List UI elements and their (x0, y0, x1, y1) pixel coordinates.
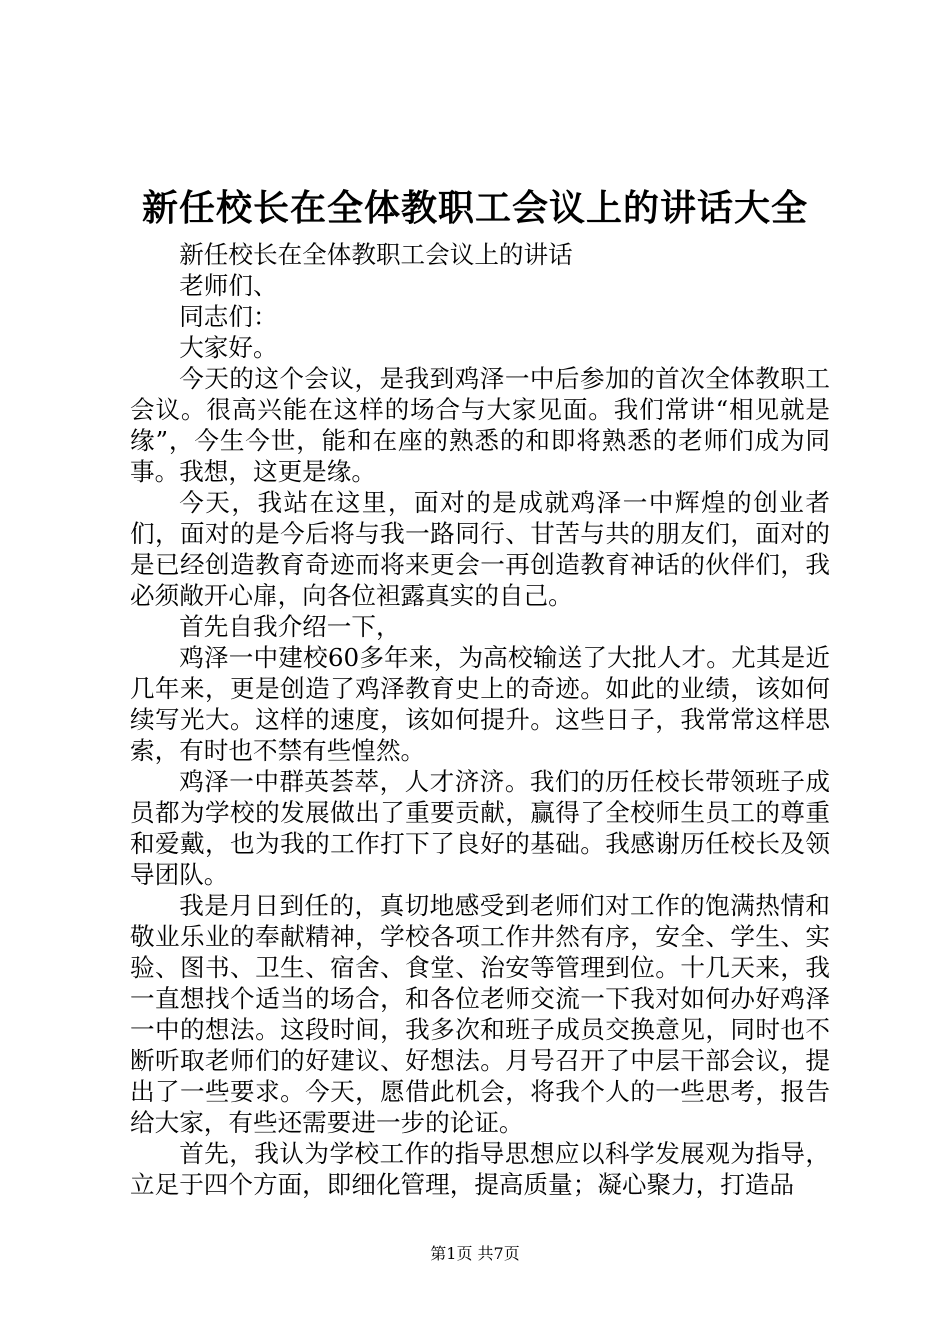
paragraph-greeting-teachers: 老师们、 (179, 271, 278, 300)
document-body (130, 239, 830, 1200)
paragraph: 首先自我介绍一下， (179, 612, 401, 641)
paragraph: 鸡泽一中建校60多年来，为高校输送了大批人才。尤其是近几年来，更是创造了鸡泽教育史上的奇迹。如此的业绩，该如何续写光大。这样的速度，该如何提升。这些日子，我常常这样思索，有时也不禁有些惶然。 (130, 643, 830, 765)
document-title: 新任校长在全体教职工会议上的讲话大全 (141, 187, 808, 229)
paragraph: 今天的这个会议，是我到鸡泽一中后参加的首次全体教职工会议。很高兴能在这样的场合与大家见面。我们常讲“相见就是缘”，今生今世，能和在座的熟悉的和即将熟悉的老师们成为同事。我想，这更是缘。 (130, 364, 830, 486)
paragraph-greeting-all: 大家好。 (179, 333, 278, 362)
paragraph: 鸡泽一中群英荟萃，人才济济。我们的历任校长带领班子成员都为学校的发展做出了重要贡献，赢得了全校师生员工的尊重和爱戴，也为我的工作打下了良好的基础。我感谢历任校长及领导团队。 (130, 767, 830, 889)
page-number-footer: 第1页 共7页 (430, 1244, 520, 1263)
paragraph-subtitle: 新任校长在全体教职工会议上的讲话 (179, 240, 573, 269)
paragraph: 我是月日到任的，真切地感受到老师们对工作的饱满热情和敬业乐业的奉献精神，学校各项工作井然有序，安全、学生、实验、图书、卫生、宿舍、食堂、治安等管理到位。十几天来，我一直想找个适当的场合，和各位老师交流一下我对如何办好鸡泽一中的想法。这段时间，我多次和班子成员交换意见，同时也不断听取老师们的好建议、好想法。月号召开了中层干部会议，提出了一些要求。今天，愿借此机会，将我个人的一些思考，报告给大家，有些还需要进一步的论证。 (130, 891, 830, 1137)
paragraph-greeting-comrades: 同志们： (179, 302, 278, 331)
paragraph: 今天，我站在这里，面对的是成就鸡泽一中辉煌的创业者们，面对的是今后将与我一路同行、甘苦与共的朋友们，面对的是已经创造教育奇迹而将来更会一再创造教育神话的伙伴们，我必须敞开心扉，向各位袒露真实的自己。 (130, 488, 830, 610)
paragraph: 首先，我认为学校工作的指导思想应以科学发展观为指导，立足于四个方面，即细化管理，提高质量；凝心聚力，打造品 (130, 1139, 830, 1199)
